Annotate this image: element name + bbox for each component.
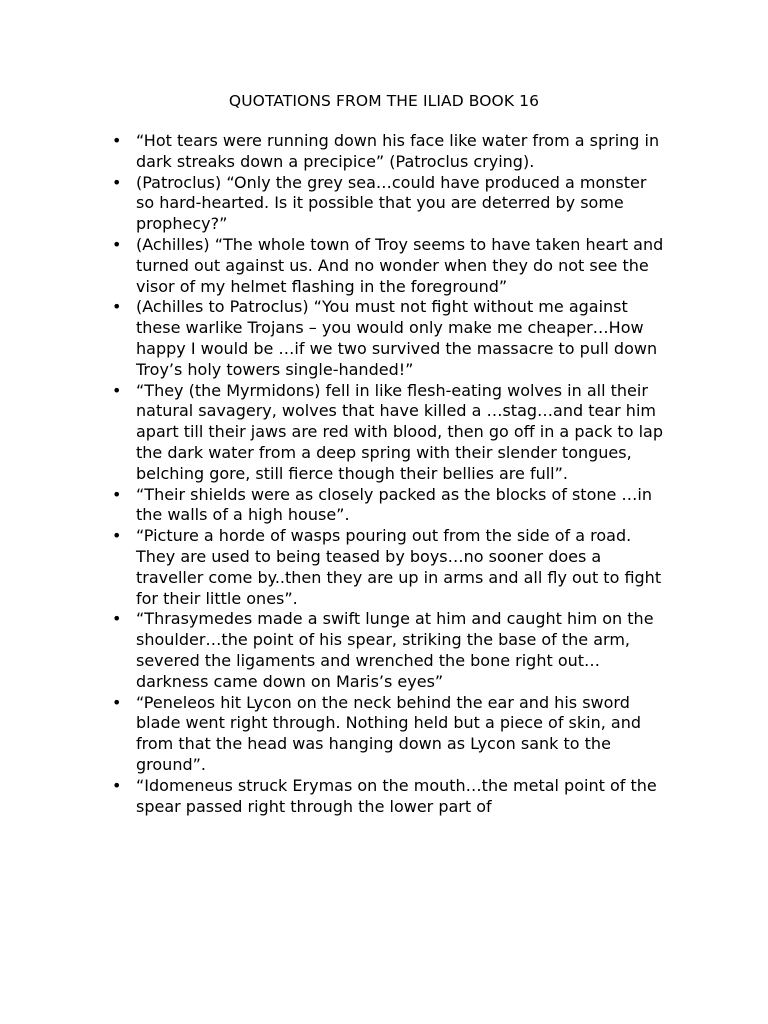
bullet-icon: • — [112, 234, 122, 254]
quote-item-3 — [112, 234, 666, 297]
quote-item-1 — [112, 131, 666, 173]
quote-text-7: “Picture a horde of wasps pouring out from the side of a road. They are used to being teased by boys…no sooner does a traveller come by..then they are up in arms and all fly out to fight for their little ones”. — [136, 526, 662, 608]
bullet-icon: • — [112, 297, 122, 317]
quote-text-1: “Hot tears were running down his face like water from a spring in dark streaks down a precipice” (Patroclus crying). — [136, 131, 660, 171]
quote-item-10 — [112, 775, 666, 818]
quote-item-5 — [112, 380, 666, 485]
bullet-icon: • — [112, 380, 122, 400]
bullet-icon: • — [112, 526, 122, 546]
quotation-list — [112, 131, 666, 817]
quote-text-5: “They (the Myrmidons) fell in like flesh-eating wolves in all their natural savagery, wolves that have killed a …stag…and tear him apart till their jaws are red with blood, then go off in a pack to lap the dark water from a deep spring with their slender tongues, belching gore, still fierce though their bellies are full”. — [136, 380, 663, 483]
quote-item-4 — [112, 297, 666, 380]
bullet-icon: • — [112, 692, 122, 712]
quote-text-10: “Idomeneus struck Erymas on the mouth…the metal point of the spear passed right through the lower part of — [136, 775, 657, 816]
quote-item-8 — [112, 609, 666, 692]
document-title: QUOTATIONS FROM THE ILIAD BOOK 16 — [228, 92, 540, 110]
bullet-icon: • — [112, 775, 122, 795]
quote-item-2 — [112, 172, 666, 235]
bullet-icon: • — [112, 131, 122, 150]
quote-text-8: “Thrasymedes made a swift lunge at him and caught him on the shoulder…the point of his spear, striking the base of the arm, severed the ligaments and wrenched the bone right out…darkness came down on Maris’s eyes” — [136, 609, 654, 691]
quote-item-6 — [112, 484, 666, 527]
bullet-icon: • — [112, 484, 122, 504]
quote-item-7 — [112, 526, 666, 609]
bullet-icon: • — [112, 609, 122, 629]
quote-text-3: (Achilles) “The whole town of Troy seems to have taken heart and turned out against us. And no wonder when they do not see the visor of my helmet flashing in the foreground” — [136, 234, 664, 296]
quote-text-6: “Their shields were as closely packed as the blocks of stone …in the walls of a high house”. — [136, 484, 653, 525]
quote-text-2: (Patroclus) “Only the grey sea…could have produced a monster so hard-hearted. Is it possible that you are deterred by some prophecy?” — [136, 172, 647, 234]
bullet-icon: • — [112, 172, 122, 192]
quote-item-9 — [112, 692, 666, 776]
quote-text-4: (Achilles to Patroclus) “You must not fight without me against these warlike Trojans – you would only make me cheaper…How happy I would be …if we two survived the massacre to pull down Troy’s holy towers single-handed!” — [136, 297, 658, 379]
quote-text-9: “Peneleos hit Lycon on the neck behind the ear and his sword blade went right through. Nothing held but a piece of skin, and from that the head was hanging down as Lycon sank to the ground”. — [136, 692, 641, 774]
